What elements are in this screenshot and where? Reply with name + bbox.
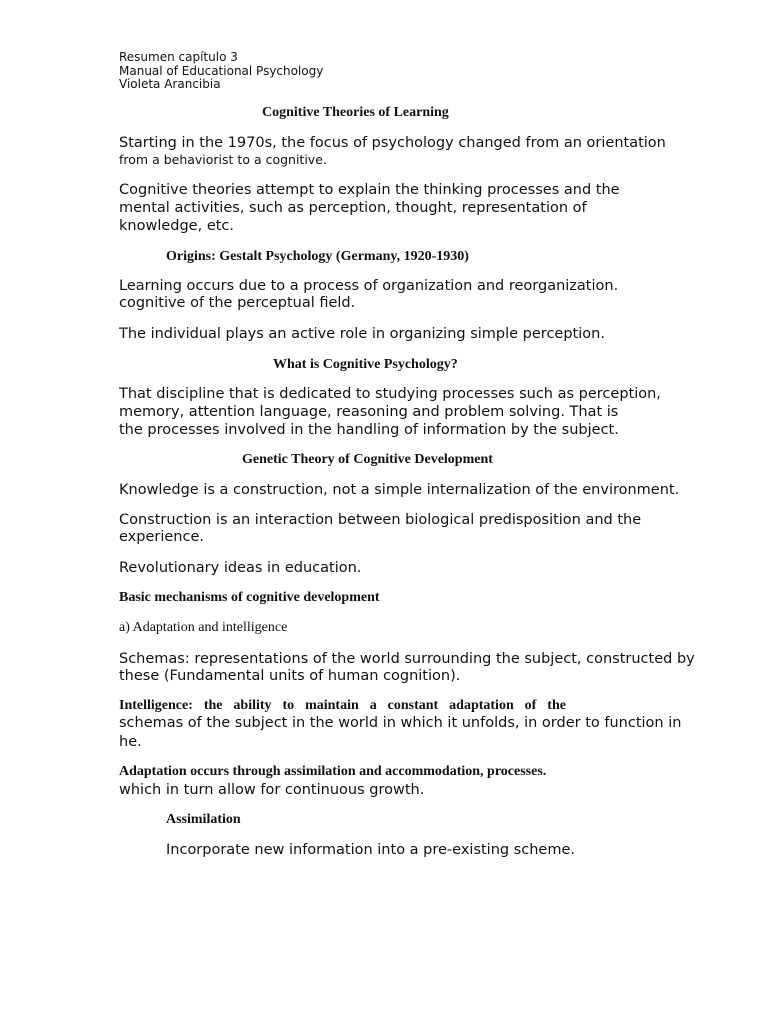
justified-word: ability — [233, 698, 272, 713]
paragraph-2-line-3: knowledge, etc. — [119, 218, 235, 234]
heading-what-is-cognitive-psychology: What is Cognitive Psychology? — [273, 357, 458, 372]
heading-basic-mechanisms: Basic mechanisms of cognitive development — [119, 590, 380, 605]
paragraph-1-line-1: Starting in the 1970s, the focus of psychology changed from an orientation — [119, 135, 666, 151]
paragraph-3-line-2: cognitive of the perceptual field. — [119, 295, 356, 311]
paragraph-10-line-1 — [119, 698, 566, 714]
paragraph-10-line-3: he. — [119, 734, 142, 750]
paragraph-8: Revolutionary ideas in education. — [119, 560, 362, 576]
paragraph-6: Knowledge is a construction, not a simple internalization of the environment. — [119, 482, 680, 498]
justified-word: to — [282, 698, 295, 713]
paragraph-12: Incorporate new information into a pre-existing scheme. — [166, 842, 576, 858]
heading-assimilation: Assimilation — [166, 812, 241, 827]
justified-word: a — [369, 698, 377, 713]
paragraph-9-line-2: these (Fundamental units of human cognition). — [119, 668, 461, 684]
justified-word: adaptation — [449, 698, 514, 713]
paragraph-4: The individual plays an active role in organizing simple perception. — [119, 326, 605, 342]
paragraph-11-line-1: Adaptation occurs through assimilation and accommodation, processes. — [119, 764, 547, 779]
paragraph-2-line-2: mental activities, such as perception, thought, representation of — [119, 200, 587, 216]
paragraph-9-line-1: Schemas: representations of the world surrounding the subject, constructed by — [119, 651, 695, 667]
paragraph-7-line-2: experience. — [119, 529, 204, 545]
paragraph-5-line-2: memory, attention language, reasoning and problem solving. That is — [119, 404, 619, 420]
heading-origins: Origins: Gestalt Psychology (Germany, 1920-1930) — [166, 249, 469, 264]
paragraph-10-line-2: schemas of the subject in the world in which it unfolds, in order to function in — [119, 715, 682, 731]
heading-genetic-theory: Genetic Theory of Cognitive Development — [242, 452, 493, 467]
paragraph-3-line-1: Learning occurs due to a process of organization and reorganization. — [119, 278, 619, 294]
document-title: Cognitive Theories of Learning — [262, 105, 449, 120]
paragraph-7-line-1: Construction is an interaction between biological predisposition and the — [119, 512, 642, 528]
justified-word: of — [524, 698, 537, 713]
paragraph-1-line-2: from a behaviorist to a cognitive. — [119, 152, 327, 167]
justified-word: the — [203, 698, 223, 713]
header-book: Manual of Educational Psychology — [119, 64, 324, 78]
header-author: Violeta Arancibia — [119, 77, 221, 91]
paragraph-2-line-1: Cognitive theories attempt to explain the thinking processes and the — [119, 182, 620, 198]
paragraph-5-line-3: the processes involved in the handling of information by the subject. — [119, 422, 619, 438]
justified-word: maintain — [305, 698, 359, 713]
justified-word: constant — [387, 698, 439, 713]
justified-word: Intelligence: — [119, 698, 193, 713]
justified-word: the — [547, 698, 566, 713]
header-course: Resumen capítulo 3 — [119, 50, 238, 64]
paragraph-11-line-2: which in turn allow for continuous growth. — [119, 782, 425, 798]
paragraph-5-line-1: That discipline that is dedicated to studying processes such as perception, — [119, 386, 661, 402]
heading-adaptation-intelligence: a) Adaptation and intelligence — [119, 620, 288, 635]
